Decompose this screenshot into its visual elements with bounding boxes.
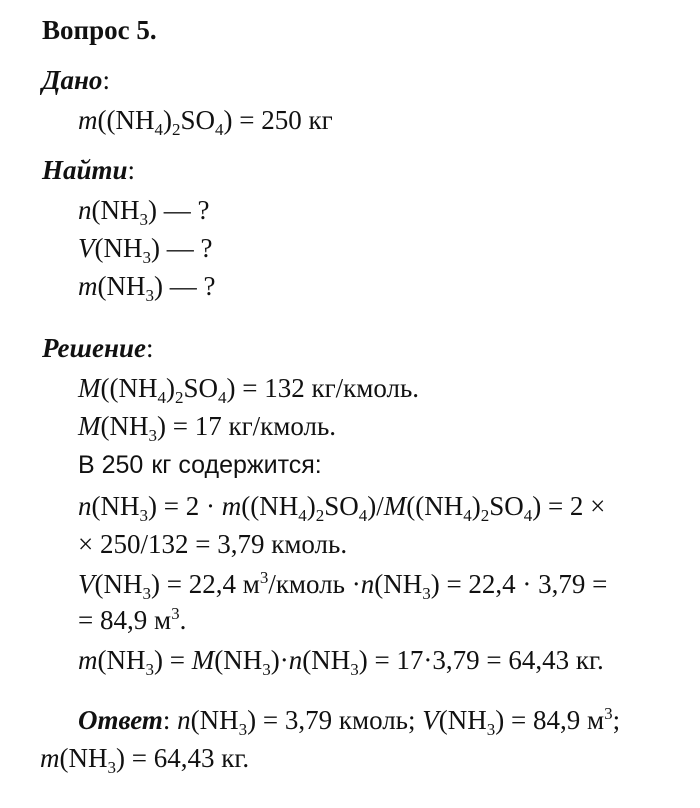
- solution-n-calc-1: $n(NH_3) = 2 \cdot m((NH_4)_2SO_4)/M((NH_4)_2SO_4) = 2$ ×: [78, 491, 606, 525]
- find-item-v: $V(NH_3)$ — ?: [78, 233, 213, 267]
- answer-line-1: Ответ: $n(NH_3) = 3,79$ кмоль; $V(NH_3) = 84,9$ $м^3$;: [78, 704, 621, 739]
- solution-n-calc-2: × 250/132 = 3,79 кмоль.: [78, 529, 348, 559]
- solution-molar-mass-nh3: $M(NH_3) = 17$ кг/кмоль.: [78, 411, 337, 445]
- find-item-m: $m(NH_3)$ — ?: [78, 271, 216, 305]
- solution-contains: В 250 кг содержится:: [78, 451, 322, 479]
- solution-heading-label: Решение: [42, 333, 146, 363]
- solution-v-calc-1: $V(NH_3) = 22,4$ $м^3$/кмоль $\cdot n(NH_3) = 22,4 \cdot 3,79$ =: [78, 568, 608, 603]
- given-heading-label: Дано: [42, 65, 103, 95]
- solution-heading: Решение:: [42, 333, 154, 363]
- given-heading: Дано:: [42, 65, 110, 95]
- answer-line-2: $m(NH_3) = 64,43$ кг.: [40, 743, 250, 777]
- solution-v-calc-2: = 84,9 $м^3$.: [78, 604, 187, 635]
- question-title: Вопрос 5.: [42, 15, 157, 45]
- find-heading: Найти:: [42, 155, 136, 185]
- find-item-n: $n(NH_3)$ — ?: [78, 195, 210, 229]
- given-mass-salt: $m((NH_4)_2SO_4) = 250$ кг: [78, 105, 333, 139]
- answer-heading: Ответ: [78, 705, 163, 735]
- solution-m-calc: $m(NH_3) = M(NH_3)\cdot n(NH_3) = 17\cdot 3,79 = 64,43$ кг.: [78, 645, 604, 679]
- solution-molar-mass-salt: $M((NH_4)_2SO_4) = 132$ кг/кмоль.: [78, 373, 420, 407]
- find-heading-label: Найти: [42, 155, 128, 185]
